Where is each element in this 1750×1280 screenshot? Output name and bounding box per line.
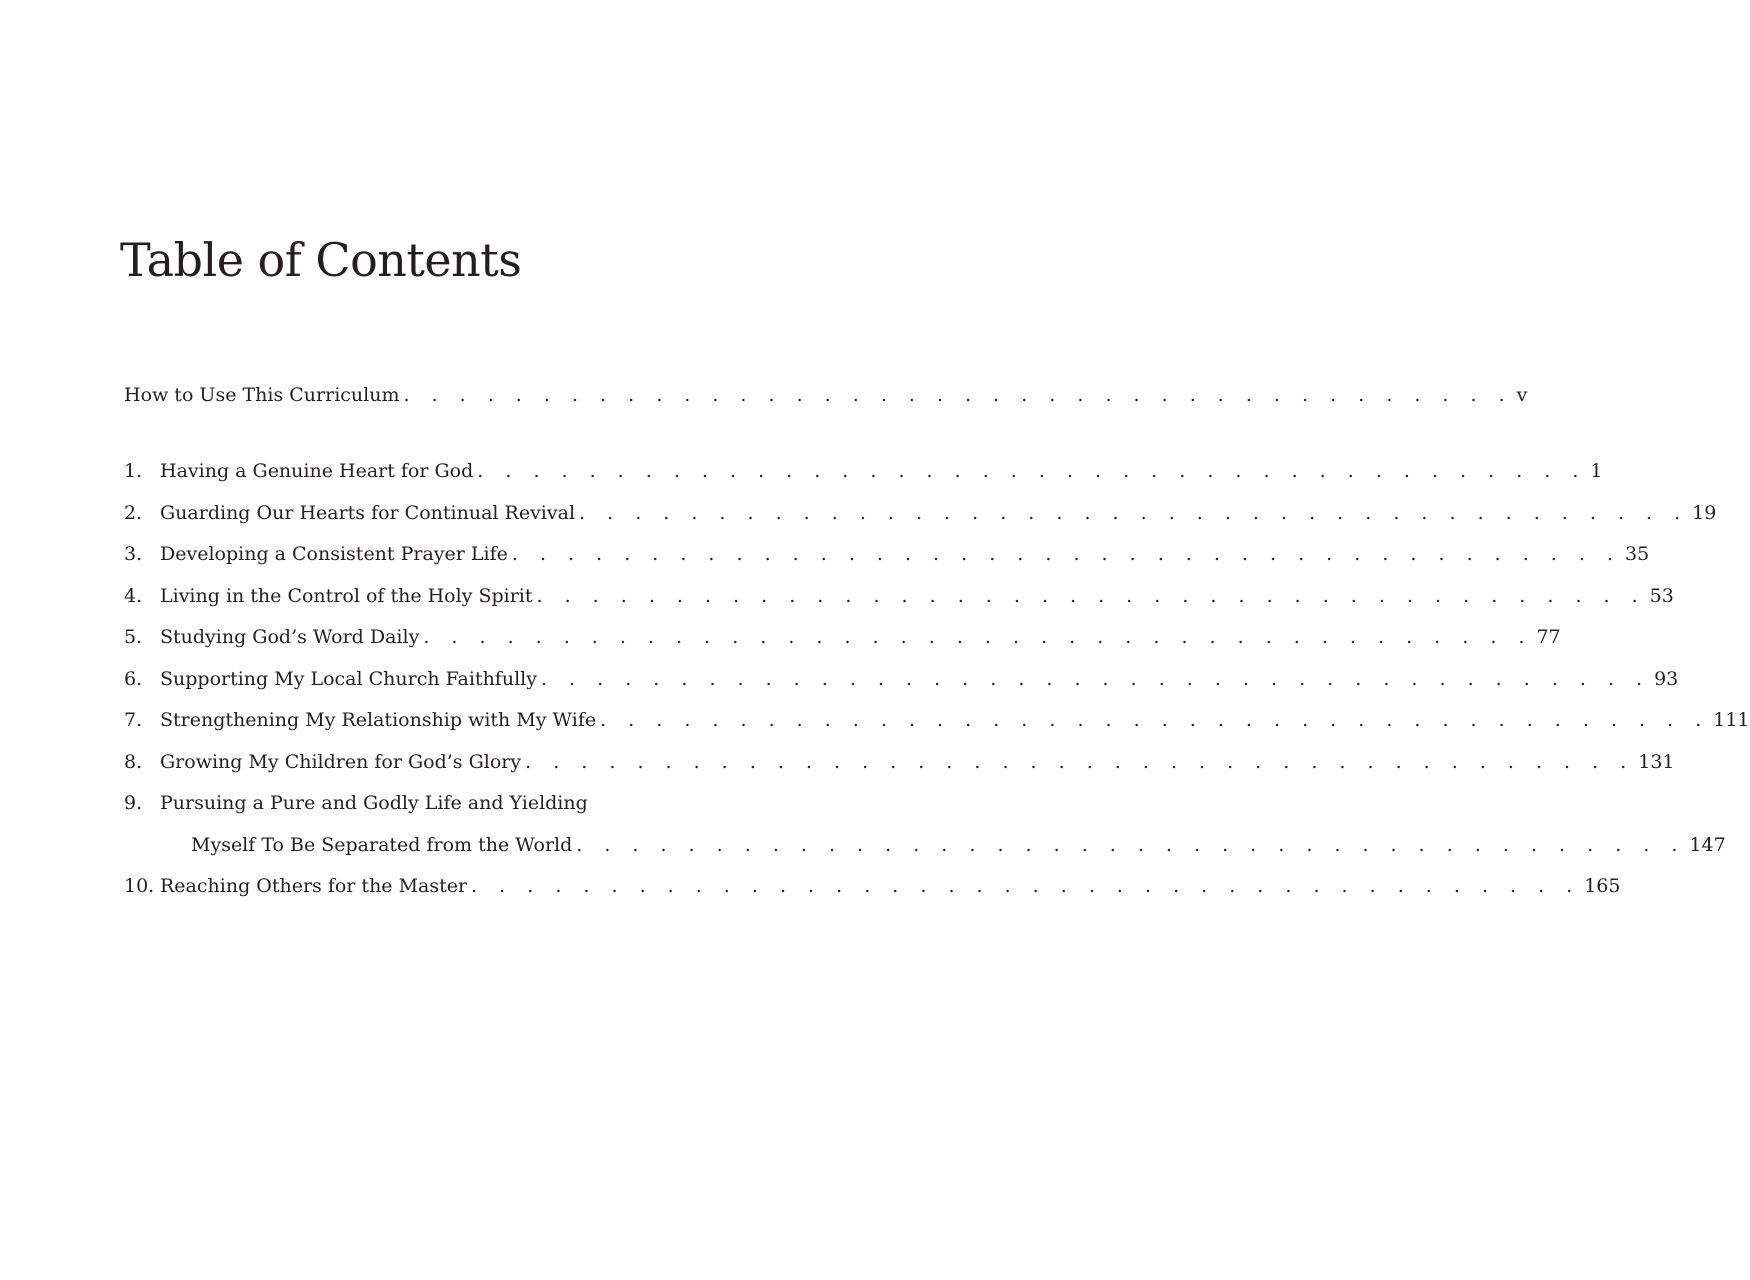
toc-entry-number: 8.: [124, 751, 143, 773]
toc-entry-1[interactable]: [124, 456, 1603, 486]
toc-entry-number: 10.: [124, 875, 155, 897]
toc-entry-9[interactable]: [124, 788, 721, 818]
toc-entry-number: 9.: [124, 792, 143, 814]
toc-entry-label: How to Use This Curriculum: [124, 384, 400, 406]
dot-leader: . . . . . . . . . . . . . . . . . . . . . . . . . . . . . . . . . . . . . . . .: [600, 709, 1710, 731]
toc-entry-number: 1.: [124, 460, 143, 482]
toc-entry-page: 111: [1713, 709, 1750, 731]
toc-entry-label: Having a Genuine Heart for God: [160, 460, 474, 482]
toc-entry-number: 3.: [124, 543, 143, 565]
toc-entry-label-continued: Myself To Be Separated from the World: [191, 834, 573, 856]
toc-entry-6[interactable]: [124, 664, 1679, 694]
toc-entry-3[interactable]: [124, 539, 1650, 569]
toc-entry-8[interactable]: [124, 747, 1675, 777]
toc-entry-page: 35: [1625, 543, 1650, 565]
dot-leader: . . . . . . . . . . . . . . . . . . . . . . . . . . . . . . . . . . . . . . . .: [576, 834, 1686, 856]
toc-entry-page: 147: [1689, 834, 1726, 856]
toc-entry-page: 93: [1654, 668, 1679, 690]
toc-entry-label: Strengthening My Relationship with My Wife: [160, 709, 597, 731]
toc-entry-number: 2.: [124, 502, 143, 524]
toc-entry-number: 5.: [124, 626, 143, 648]
toc-entry-number: 6.: [124, 668, 143, 690]
page-title: Table of Contents: [120, 233, 522, 287]
toc-entry-page: 53: [1649, 585, 1674, 607]
toc-entry-number: 7.: [124, 709, 143, 731]
toc-entry-label: Living in the Control of the Holy Spirit: [160, 585, 533, 607]
dot-leader: . . . . . . . . . . . . . . . . . . . . . . . . . . . . . . . . . . . . . . . .: [536, 585, 1646, 607]
toc-entry-label: Growing My Children for God’s Glory: [160, 751, 522, 773]
toc-entry-page: v: [1516, 384, 1528, 406]
toc-entry-page: 77: [1536, 626, 1561, 648]
dot-leader: . . . . . . . . . . . . . . . . . . . . . . . . . . . . . . . . . . . . . . . .: [579, 502, 1689, 524]
toc-entry-page: 165: [1584, 875, 1621, 897]
toc-entry-7[interactable]: [124, 705, 1750, 735]
toc-entry-2[interactable]: [124, 498, 1717, 528]
toc-entry-page: 19: [1692, 502, 1717, 524]
toc-entry-label: Reaching Others for the Master: [160, 875, 468, 897]
toc-entry-label: Pursuing a Pure and Godly Life and Yielding: [160, 792, 588, 814]
toc-entry-page: 1: [1590, 460, 1603, 482]
dot-leader: . . . . . . . . . . . . . . . . . . . . . . . . . . . . . . . . . . . . . . . .: [525, 751, 1635, 773]
toc-entry-5[interactable]: [124, 622, 1561, 652]
toc-entry-label: Studying God’s Word Daily: [160, 626, 420, 648]
toc-entry-label: Guarding Our Hearts for Continual Revival: [160, 502, 576, 524]
toc-entry-label: Developing a Consistent Prayer Life: [160, 543, 508, 565]
toc-entry-label: Supporting My Local Church Faithfully: [160, 668, 537, 690]
dot-leader: . . . . . . . . . . . . . . . . . . . . . . . . . . . . . . . . . . . . . . . .: [403, 384, 1513, 406]
dot-leader: . . . . . . . . . . . . . . . . . . . . . . . . . . . . . . . . . . . . . . . .: [511, 543, 1621, 565]
toc-entry-intro[interactable]: [124, 380, 1528, 410]
dot-leader: . . . . . . . . . . . . . . . . . . . . . . . . . . . . . . . . . . . . . . . .: [540, 668, 1651, 690]
dot-leader: . . . . . . . . . . . . . . . . . . . . . . . . . . . . . . . . . . . . . . . .: [477, 460, 1587, 482]
toc-entry-10[interactable]: [124, 871, 1621, 901]
toc-entry-9-continuation[interactable]: [124, 830, 1726, 860]
toc-entry-page: 131: [1638, 751, 1675, 773]
toc-entry-4[interactable]: [124, 581, 1674, 611]
dot-leader: . . . . . . . . . . . . . . . . . . . . . . . . . . . . . . . . . . . . . . . .: [423, 626, 1533, 648]
toc-entry-number: 4.: [124, 585, 143, 607]
dot-leader: . . . . . . . . . . . . . . . . . . . . . . . . . . . . . . . . . . . . . . . .: [471, 875, 1581, 897]
